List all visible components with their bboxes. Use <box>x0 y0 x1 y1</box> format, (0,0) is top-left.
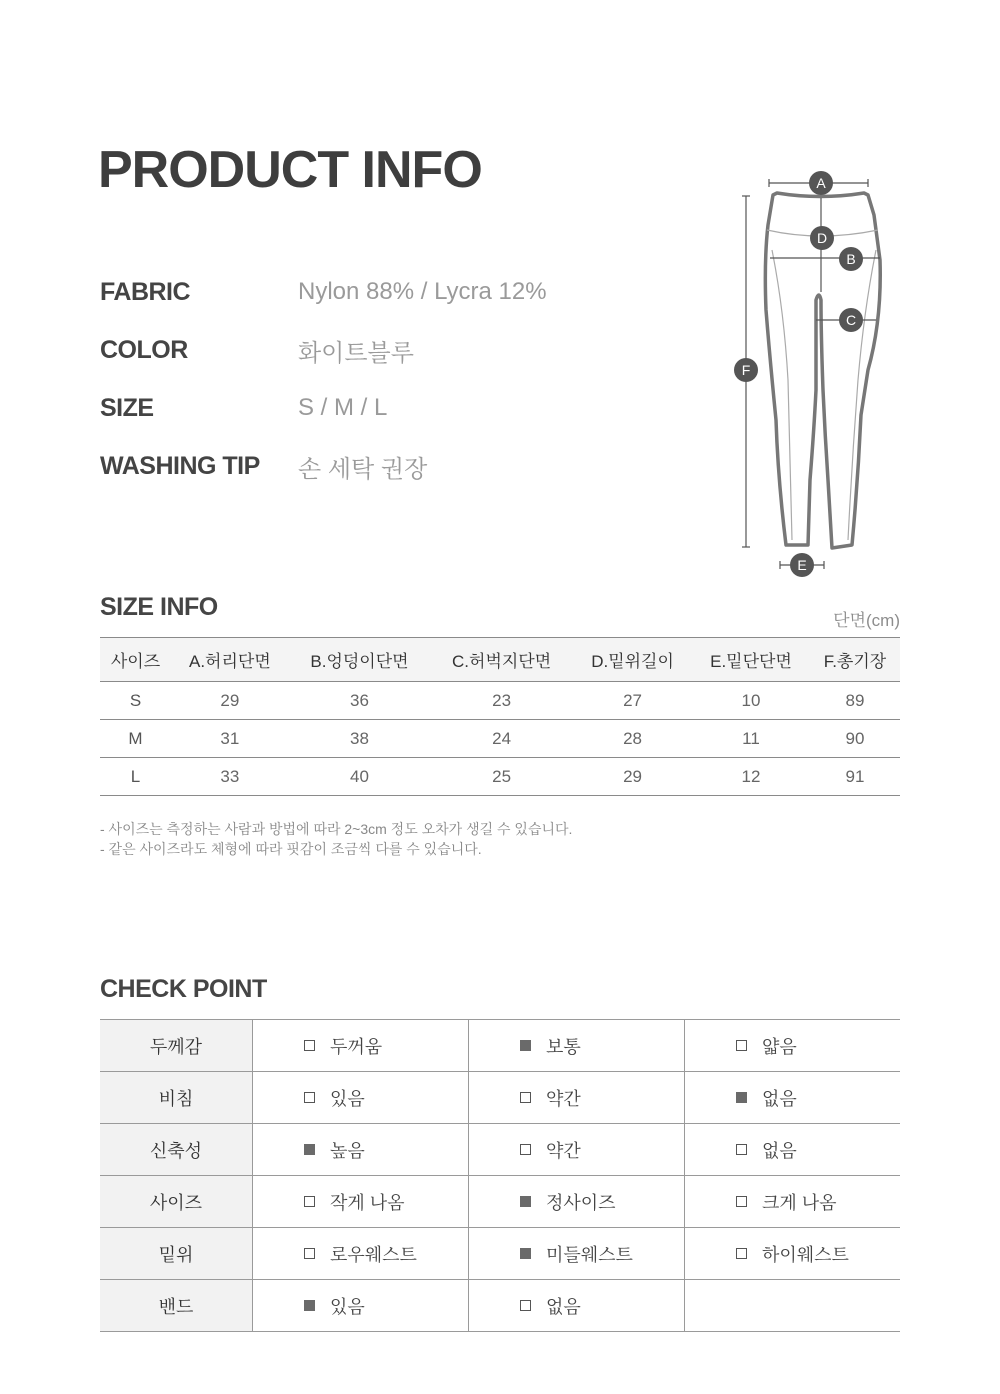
check-option-empty <box>685 1280 901 1332</box>
option-label: 보통 <box>546 1036 581 1057</box>
hem-header: E.밑단단면 <box>692 638 810 682</box>
waist-cell: 31 <box>171 720 289 758</box>
thigh-cell: 24 <box>430 720 573 758</box>
checkbox-icon <box>736 1144 747 1155</box>
checkbox-icon <box>520 1300 531 1311</box>
check-option <box>469 1280 685 1332</box>
check-category: 사이즈 <box>100 1176 253 1228</box>
checkbox-icon <box>520 1092 531 1103</box>
option-label: 없음 <box>546 1296 581 1317</box>
table-row <box>100 758 900 796</box>
total-length-cell: 90 <box>810 720 900 758</box>
info-row-washing-tip <box>100 446 660 486</box>
check-option <box>685 1020 901 1072</box>
rise-cell: 27 <box>573 682 692 720</box>
check-option <box>685 1072 901 1124</box>
option-label: 정사이즈 <box>546 1192 616 1213</box>
option-label: 로우웨스트 <box>330 1244 417 1265</box>
check-option <box>253 1280 469 1332</box>
total-length-cell: 89 <box>810 682 900 720</box>
checkbox-icon <box>736 1248 747 1259</box>
waist-cell: 33 <box>171 758 289 796</box>
thigh-header: C.허벅지단면 <box>430 638 573 682</box>
table-row <box>100 720 900 758</box>
size-table <box>100 637 900 796</box>
check-option <box>253 1176 469 1228</box>
waist-cell: 29 <box>171 682 289 720</box>
info-row-color <box>100 330 660 370</box>
check-row-band <box>100 1280 900 1332</box>
check-point-title: CHECK POINT <box>100 975 267 1003</box>
rise-header: D.밑위길이 <box>573 638 692 682</box>
check-option <box>253 1072 469 1124</box>
hem-cell: 11 <box>692 720 810 758</box>
size-table-header-row <box>100 638 900 682</box>
size-header: 사이즈 <box>100 638 171 682</box>
checkbox-icon <box>736 1040 747 1051</box>
size-label: SIZE <box>100 393 154 422</box>
checkbox-icon <box>520 1196 531 1207</box>
hip-cell: 40 <box>289 758 430 796</box>
option-label: 얇음 <box>762 1036 797 1057</box>
checkbox-icon <box>736 1092 747 1103</box>
washing-tip-value: 손 세탁 권장 <box>298 455 428 483</box>
option-label: 있음 <box>330 1088 365 1109</box>
option-label: 두꺼움 <box>330 1036 383 1057</box>
marker-b-label: B <box>846 251 856 267</box>
marker-f-label: F <box>741 362 751 378</box>
checkbox-icon <box>304 1300 315 1311</box>
option-label: 작게 나옴 <box>330 1192 405 1213</box>
check-option <box>685 1176 901 1228</box>
thigh-cell: 23 <box>430 682 573 720</box>
size-note: - 사이즈는 측정하는 사람과 방법에 따라 2~3cm 정도 오차가 생길 수 있습니다. <box>100 821 573 837</box>
check-category: 밴드 <box>100 1280 253 1332</box>
option-label: 미들웨스트 <box>546 1244 633 1265</box>
option-label: 높음 <box>330 1140 365 1161</box>
check-row-size <box>100 1176 900 1228</box>
marker-d-label: D <box>816 230 828 246</box>
leggings-measurement-diagram <box>728 160 918 580</box>
marker-a-label: A <box>816 175 826 191</box>
option-label: 약간 <box>546 1140 581 1161</box>
option-label: 크게 나옴 <box>762 1192 837 1213</box>
checkbox-icon <box>304 1248 315 1259</box>
check-row-see-through <box>100 1072 900 1124</box>
check-row-thickness <box>100 1020 900 1072</box>
hip-cell: 38 <box>289 720 430 758</box>
check-category: 밑위 <box>100 1228 253 1280</box>
checkbox-icon <box>520 1144 531 1155</box>
check-category: 두께감 <box>100 1020 253 1072</box>
size-value: S / M / L <box>298 394 388 421</box>
check-option <box>685 1228 901 1280</box>
check-row-rise <box>100 1228 900 1280</box>
check-option <box>469 1020 685 1072</box>
marker-e-label: E <box>797 557 807 573</box>
check-option <box>469 1228 685 1280</box>
check-option <box>685 1124 901 1176</box>
option-label: 있음 <box>330 1296 365 1317</box>
check-option <box>253 1124 469 1176</box>
hem-cell: 10 <box>692 682 810 720</box>
check-category: 비침 <box>100 1072 253 1124</box>
info-row-fabric <box>100 272 660 312</box>
checkbox-icon <box>520 1040 531 1051</box>
table-row <box>100 682 900 720</box>
checkbox-icon <box>520 1248 531 1259</box>
check-option <box>469 1176 685 1228</box>
thigh-cell: 25 <box>430 758 573 796</box>
check-point-table <box>100 1019 900 1332</box>
washing-tip-label: WASHING TIP <box>100 451 260 480</box>
color-value: 화이트블루 <box>298 339 414 367</box>
total-length-header: F.총기장 <box>810 638 900 682</box>
measure-markers <box>734 171 863 577</box>
check-option <box>469 1072 685 1124</box>
check-option <box>253 1228 469 1280</box>
checkbox-icon <box>736 1196 747 1207</box>
check-category: 신축성 <box>100 1124 253 1176</box>
fabric-value: Nylon 88% / Lycra 12% <box>298 278 547 305</box>
check-option <box>253 1020 469 1072</box>
option-label: 없음 <box>762 1140 797 1161</box>
size-cell: L <box>100 758 171 796</box>
info-row-size <box>100 388 660 428</box>
size-note: - 같은 사이즈라도 체형에 따라 핏감이 조금씩 다를 수 있습니다. <box>100 841 482 857</box>
option-label: 없음 <box>762 1088 797 1109</box>
total-length-cell: 91 <box>810 758 900 796</box>
checkbox-icon <box>304 1196 315 1207</box>
rise-cell: 29 <box>573 758 692 796</box>
color-label: COLOR <box>100 335 188 364</box>
page-title: PRODUCT INFO <box>98 141 482 199</box>
size-cell: S <box>100 682 171 720</box>
size-info-title: SIZE INFO <box>100 593 218 621</box>
option-label: 약간 <box>546 1088 581 1109</box>
size-unit: 단면(cm) <box>833 611 900 630</box>
fabric-label: FABRIC <box>100 277 191 306</box>
rise-cell: 28 <box>573 720 692 758</box>
marker-c-label: C <box>845 312 857 328</box>
size-notes <box>100 819 572 859</box>
option-label: 하이웨스트 <box>762 1244 849 1265</box>
checkbox-icon <box>304 1144 315 1155</box>
hip-cell: 36 <box>289 682 430 720</box>
check-row-stretch <box>100 1124 900 1176</box>
checkbox-icon <box>304 1092 315 1103</box>
check-option <box>469 1124 685 1176</box>
hem-cell: 12 <box>692 758 810 796</box>
checkbox-icon <box>304 1040 315 1051</box>
size-cell: M <box>100 720 171 758</box>
hip-header: B.엉덩이단면 <box>289 638 430 682</box>
waist-header: A.허리단면 <box>171 638 289 682</box>
